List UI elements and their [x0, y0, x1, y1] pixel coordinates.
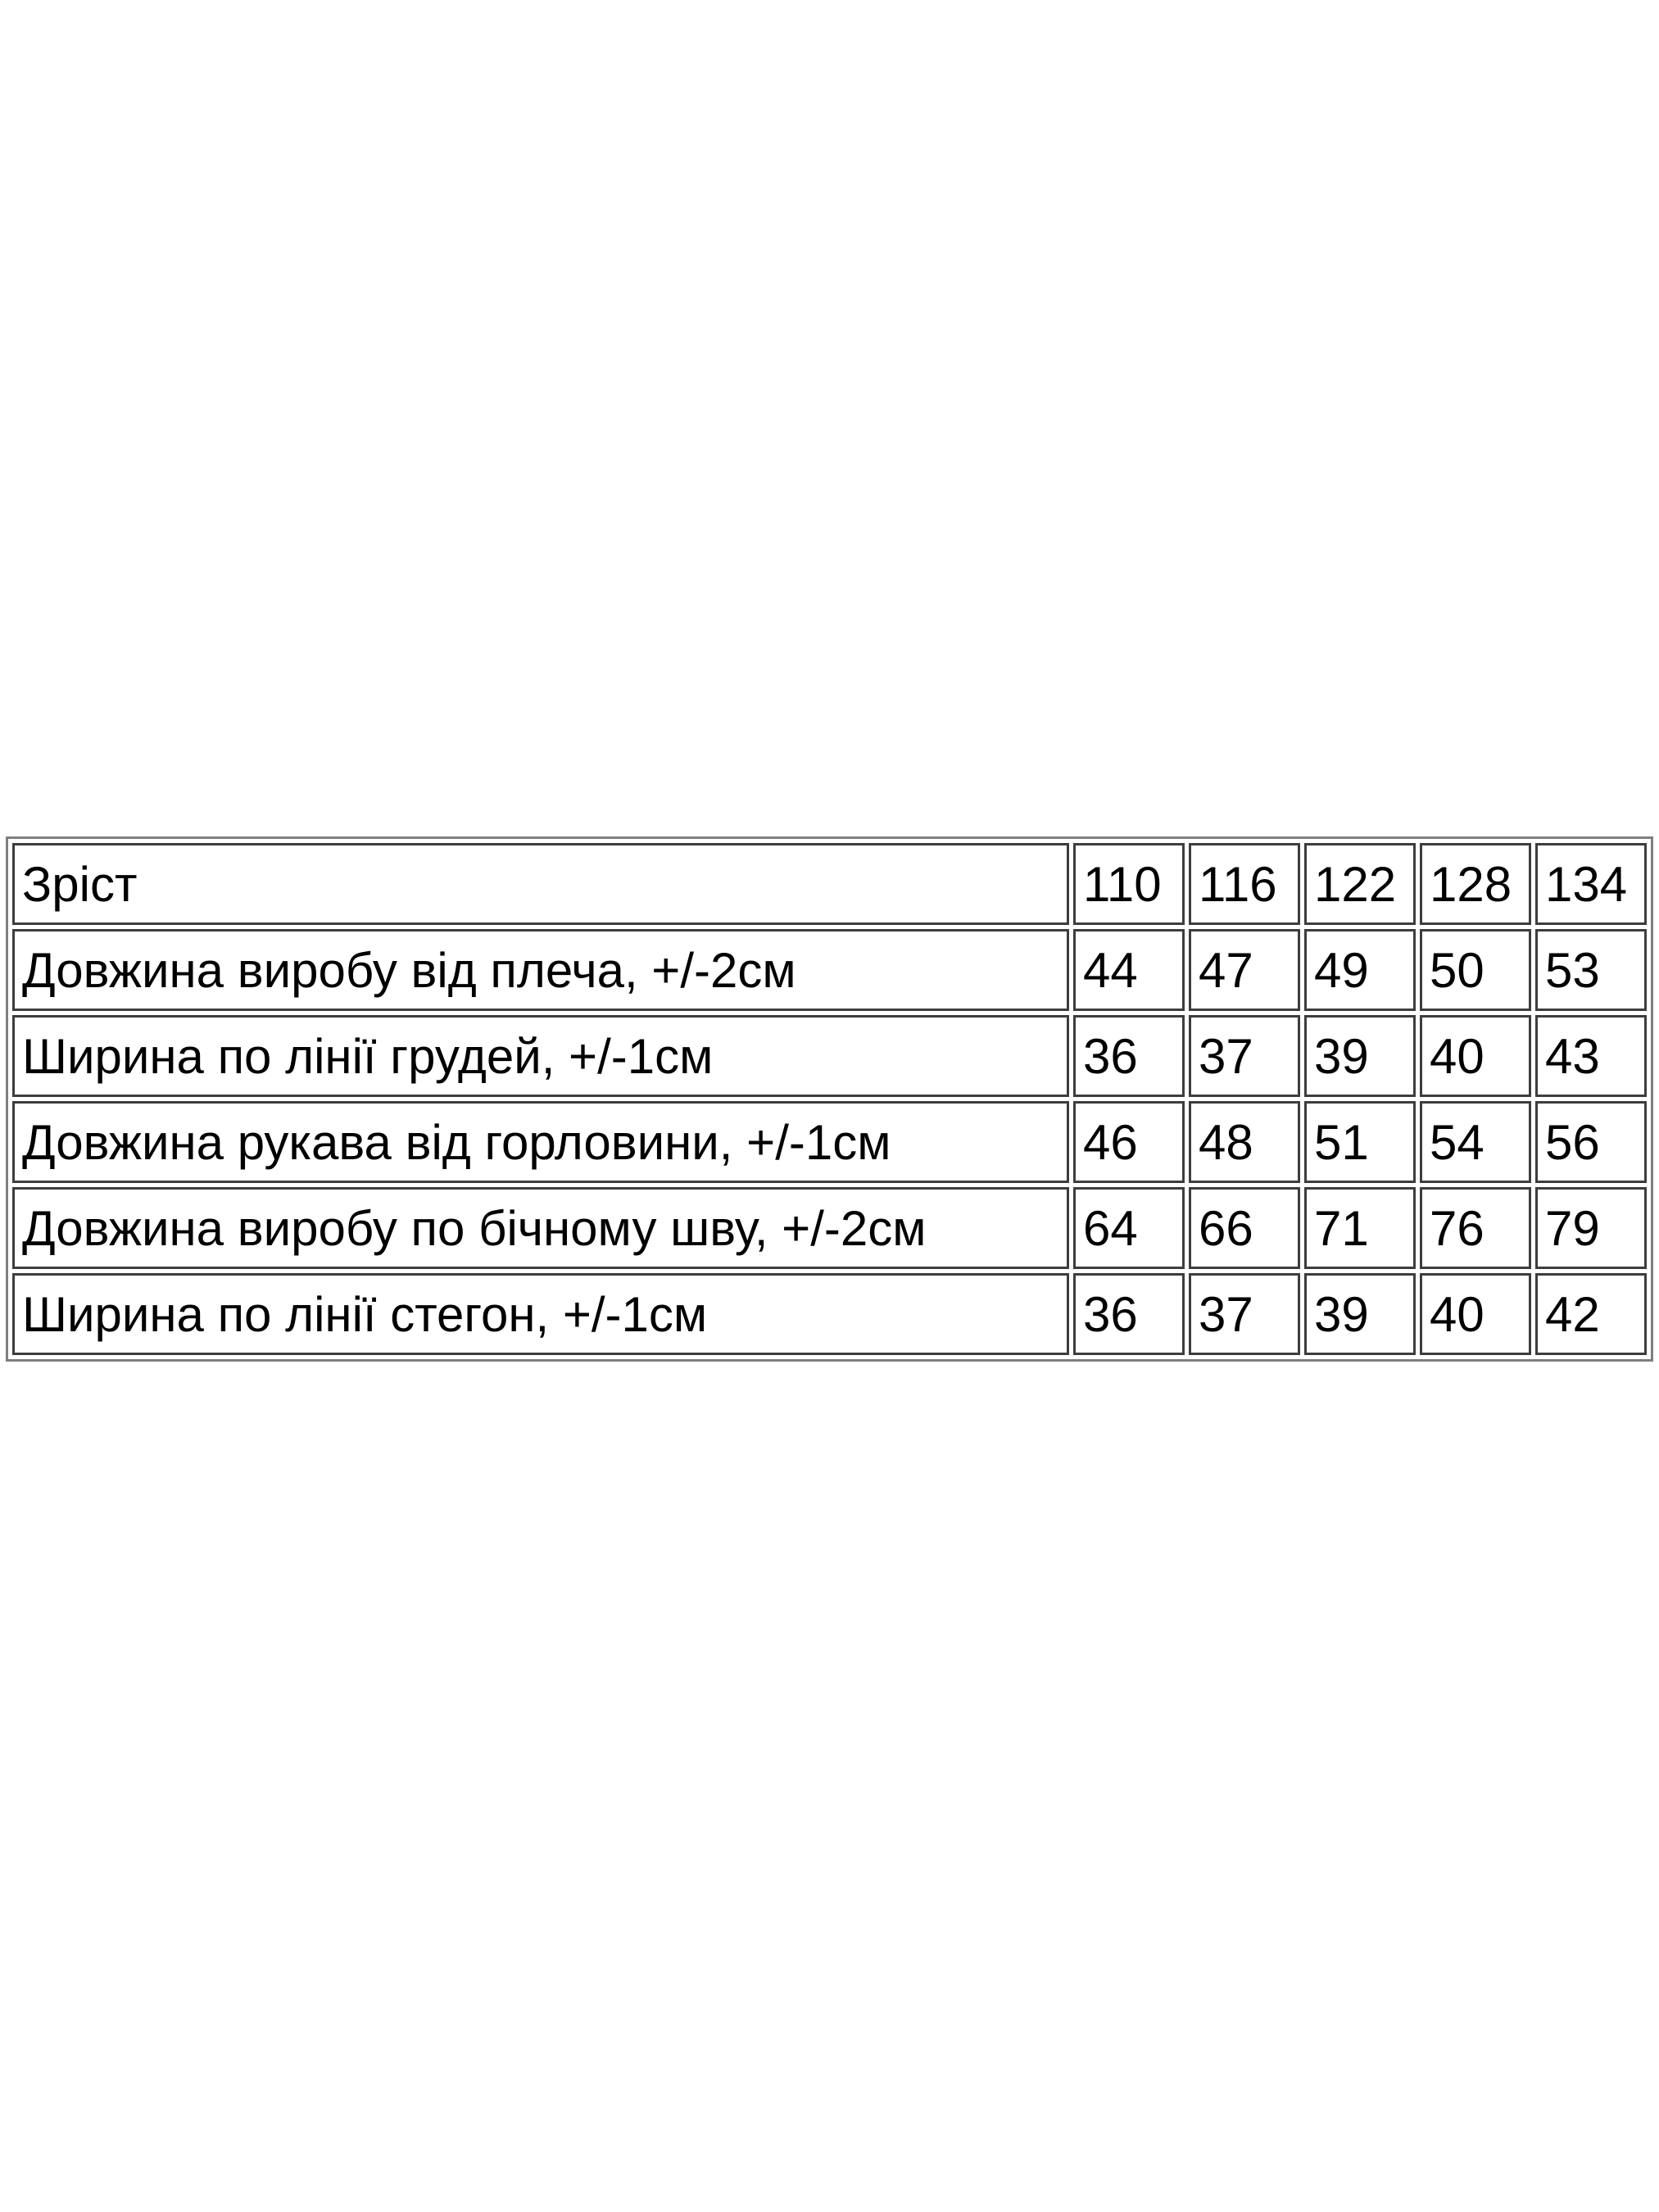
size-value: 40 — [1420, 1015, 1531, 1097]
size-chart — [6, 836, 1653, 1362]
table-row — [12, 1273, 1647, 1355]
table-row — [12, 929, 1647, 1011]
size-value: 71 — [1304, 1187, 1416, 1269]
row-label-chest-width: Ширина по лінії грудей, +/-1см — [12, 1015, 1069, 1097]
size-value: 49 — [1304, 929, 1416, 1011]
size-chart-table — [6, 836, 1653, 1362]
size-value: 56 — [1535, 1101, 1647, 1183]
row-label-sleeve-length: Довжина рукава від горловини, +/-1см — [12, 1101, 1069, 1183]
size-value: 43 — [1535, 1015, 1647, 1097]
table-row — [12, 1015, 1647, 1097]
size-value: 79 — [1535, 1187, 1647, 1269]
size-value: 54 — [1420, 1101, 1531, 1183]
size-value: 110 — [1073, 843, 1185, 925]
table-row — [12, 843, 1647, 925]
size-value: 64 — [1073, 1187, 1185, 1269]
row-label-side-seam-length: Довжина виробу по бічному шву, +/-2см — [12, 1187, 1069, 1269]
table-row — [12, 1101, 1647, 1183]
size-value: 50 — [1420, 929, 1531, 1011]
row-label-product-length-shoulder: Довжина виробу від плеча, +/-2см — [12, 929, 1069, 1011]
size-value: 36 — [1073, 1273, 1185, 1355]
size-value: 48 — [1189, 1101, 1300, 1183]
size-value: 51 — [1304, 1101, 1416, 1183]
size-value: 37 — [1189, 1273, 1300, 1355]
row-label-hip-width: Ширина по лінії стегон, +/-1см — [12, 1273, 1069, 1355]
size-value: 116 — [1189, 843, 1300, 925]
size-value: 37 — [1189, 1015, 1300, 1097]
size-value: 36 — [1073, 1015, 1185, 1097]
size-value: 134 — [1535, 843, 1647, 925]
size-value: 39 — [1304, 1015, 1416, 1097]
size-value: 66 — [1189, 1187, 1300, 1269]
size-value: 53 — [1535, 929, 1647, 1011]
size-value: 122 — [1304, 843, 1416, 925]
size-value: 46 — [1073, 1101, 1185, 1183]
size-value: 76 — [1420, 1187, 1531, 1269]
size-value: 42 — [1535, 1273, 1647, 1355]
size-value: 40 — [1420, 1273, 1531, 1355]
table-row — [12, 1187, 1647, 1269]
size-value: 128 — [1420, 843, 1531, 925]
size-value: 44 — [1073, 929, 1185, 1011]
size-value: 39 — [1304, 1273, 1416, 1355]
size-value: 47 — [1189, 929, 1300, 1011]
row-label-height: Зріст — [12, 843, 1069, 925]
